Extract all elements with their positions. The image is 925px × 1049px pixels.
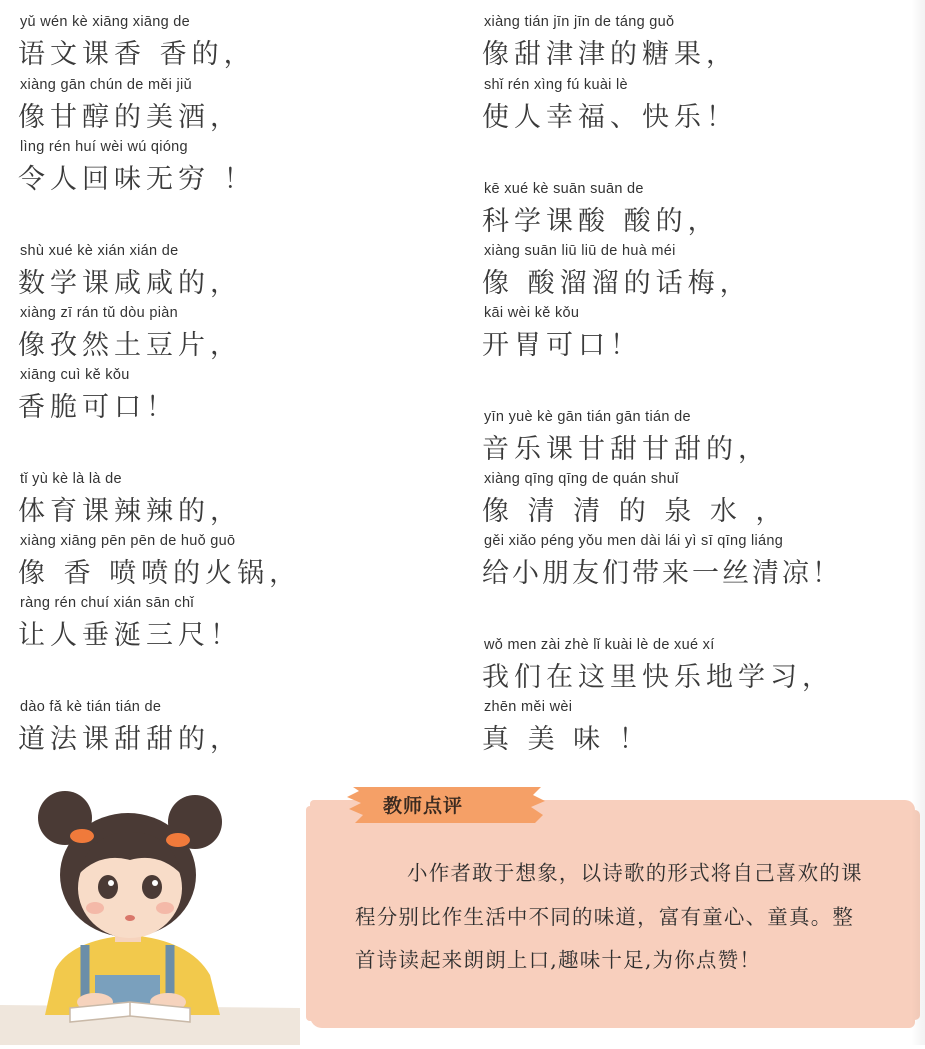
pinyin: zhēn měi wèi <box>484 699 573 715</box>
pinyin: tǐ yù kè là là de <box>20 471 122 487</box>
hanzi: 像甜津津的糖果， <box>482 39 738 70</box>
hanzi: 像 酸溜溜的话梅， <box>482 268 752 299</box>
hanzi: 音乐课甘甜甘甜的， <box>482 434 770 465</box>
pinyin: yīn yuè kè gān tián gān tián de <box>484 409 691 425</box>
girl-reading-illustration <box>0 770 300 1045</box>
pinyin: yǔ wén kè xiāng xiāng de <box>20 14 191 30</box>
pinyin: gěi xiǎo péng yǒu men dài lái yì sī qīng liáng <box>484 533 784 549</box>
pinyin: xiàng xiāng pēn pēn de huǒ guō <box>20 533 236 549</box>
review-body: 小作者敢于想象，以诗歌的形式将自己喜欢的课程分别比作生活中不同的味道，富有童心、童真。整首诗读起来朗朗上口,趣味十足,为你点赞！ <box>355 861 863 972</box>
hanzi: 我们在这里快乐地学习， <box>482 662 834 693</box>
pinyin: xiàng gān chún de měi jiǔ <box>20 77 192 93</box>
pinyin: shǐ rén xìng fú kuài lè <box>484 77 628 93</box>
hanzi: 令人回味无穷 ！ <box>18 164 256 195</box>
hanzi: 像孜然土豆片， <box>18 330 242 361</box>
hanzi: 像 香 喷喷的火锅， <box>18 558 302 589</box>
pinyin: xiàng suān liū liū de huà méi <box>484 243 676 259</box>
hanzi: 开胃可口！ <box>482 330 642 361</box>
review-banner <box>345 783 550 827</box>
pinyin: ràng rén chuí xián sān chǐ <box>20 595 194 611</box>
pinyin: kāi wèi kě kǒu <box>484 305 580 321</box>
hanzi: 真 美 味 ！ <box>482 724 651 755</box>
hanzi: 像甘醇的美酒， <box>18 102 242 133</box>
hanzi: 让人垂涎三尺！ <box>18 620 242 651</box>
hanzi: 道法课甜甜的， <box>18 724 242 755</box>
hanzi: 科学课酸 酸的， <box>482 206 720 237</box>
hanzi: 使人幸福、快乐！ <box>482 102 738 133</box>
hanzi: 体育课辣辣的， <box>18 496 242 527</box>
pinyin: dào fǎ kè tián tián de <box>20 699 162 715</box>
hanzi: 香脆可口！ <box>18 392 178 423</box>
hanzi: 数学课咸咸的， <box>18 268 242 299</box>
pinyin: kē xué kè suān suān de <box>484 181 644 197</box>
review-title: 教师点评 <box>383 795 464 817</box>
pinyin: shù xué kè xián xián de <box>20 243 179 259</box>
pinyin: xiāng cuì kě kǒu <box>20 367 130 383</box>
hanzi: 给小朋友们带来一丝清凉！ <box>482 558 842 589</box>
hanzi: 像 清 清 的 泉 水 ， <box>482 496 788 527</box>
hanzi: 语文课香 香的， <box>18 39 256 70</box>
pinyin: xiàng tián jīn jīn de táng guǒ <box>484 14 675 30</box>
page-edge-shadow <box>911 0 925 1045</box>
pinyin: lìng rén huí wèi wú qióng <box>20 139 188 155</box>
pinyin: xiàng zī rán tǔ dòu piàn <box>20 305 178 321</box>
pinyin: xiàng qīng qīng de quán shuǐ <box>484 471 679 487</box>
pinyin: wǒ men zài zhè lǐ kuài lè de xué xí <box>484 637 715 653</box>
